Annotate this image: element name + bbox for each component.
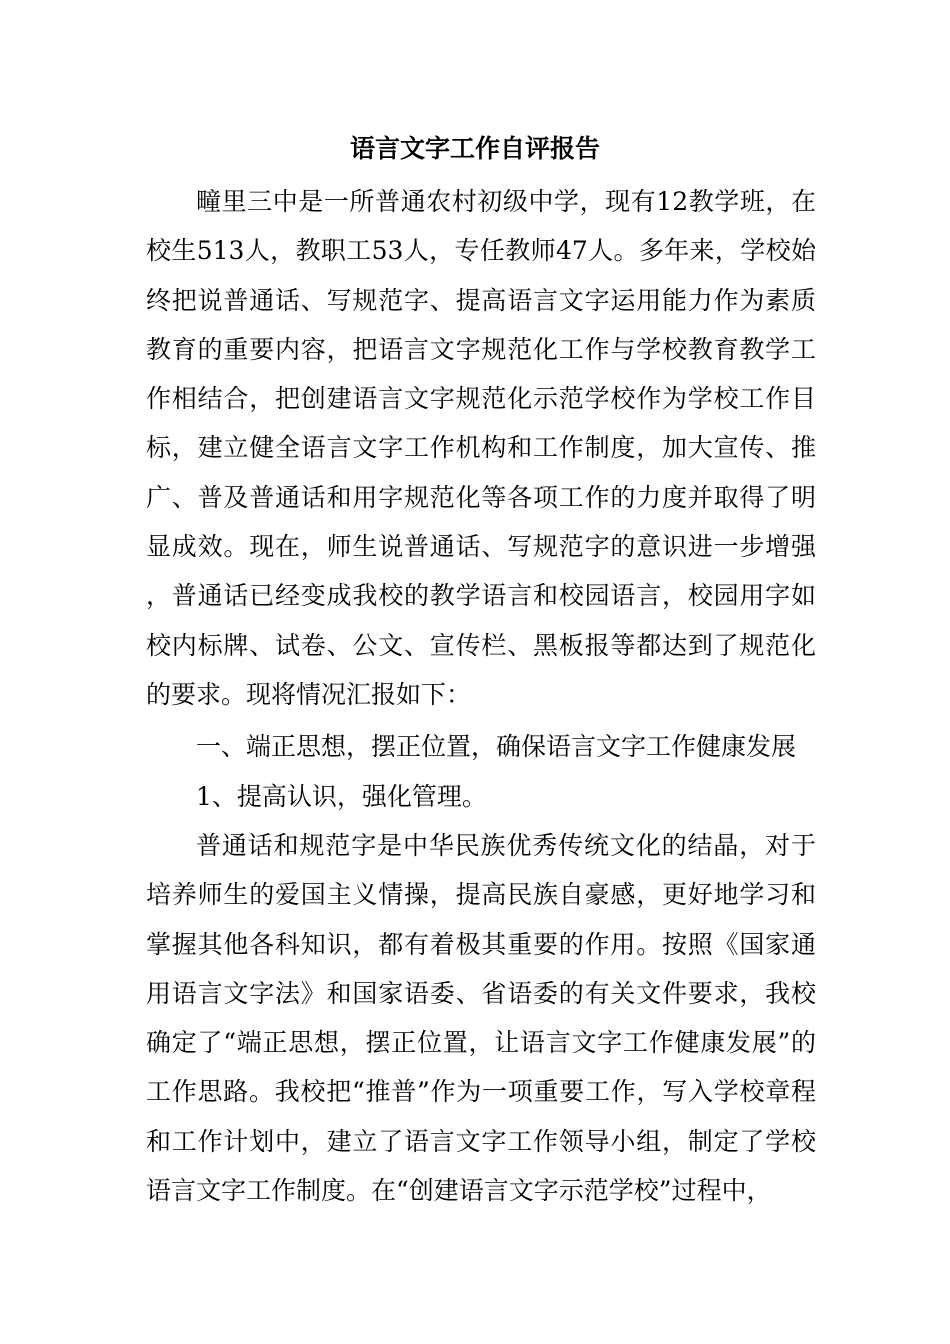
paragraph-text: 普通话和规范字是中华民族优秀传统文化的结晶，对于培养师生的爱国主义情操，提高民族自豪感，更好地学习和掌握其他各科知识，都有着极其重要的作用。按照《国家通用语言文字法》和国家语委、省语委的有关文件要求，我校确定了“端正思想，摆正位置，让语言文字工作健康发展”的工作思路。我校把“推普”作为一项重要工作，写入学校章程和工作计划中，建立了语言文字工作领导小组，制定了学校语言文字工作制度。在“创建语言文字示范学校”过程中，	[146, 831, 816, 1206]
body-paragraph-intro	[146, 177, 816, 719]
section-heading: 一、端正思想，摆正位置，确保语言文字工作健康发展	[196, 732, 797, 761]
document-title: 语言文字工作自评报告	[349, 134, 600, 163]
body-paragraph-2	[146, 821, 816, 1215]
paragraph-text: 疃里三中是一所普通农村初级中学，现有12教学班，在校生513人，教职工53人，专任教师47人。多年来，学校始终把说普通话、写规范字、提高语言文字运用能力作为素质教育的重要内容，把语言文字规范化工作与学校教育教学工作相结合，把创建语言文字规范化示范学校作为学校工作目标，建立健全语言文字工作机构和工作制度，加大宣传、推广、普及普通话和用字规范化等各项工作的力度并取得了明显成效。现在，师生说普通话、写规范字的意识进一步增强，普通话已经变成我校的教学语言和校园语言，校园用字如校内标牌、试卷、公文、宣传栏、黑板报等都达到了规范化的要求。现将情况汇报如下：	[146, 187, 816, 709]
subsection-heading: 1、提高认识，强化管理。	[196, 782, 487, 811]
